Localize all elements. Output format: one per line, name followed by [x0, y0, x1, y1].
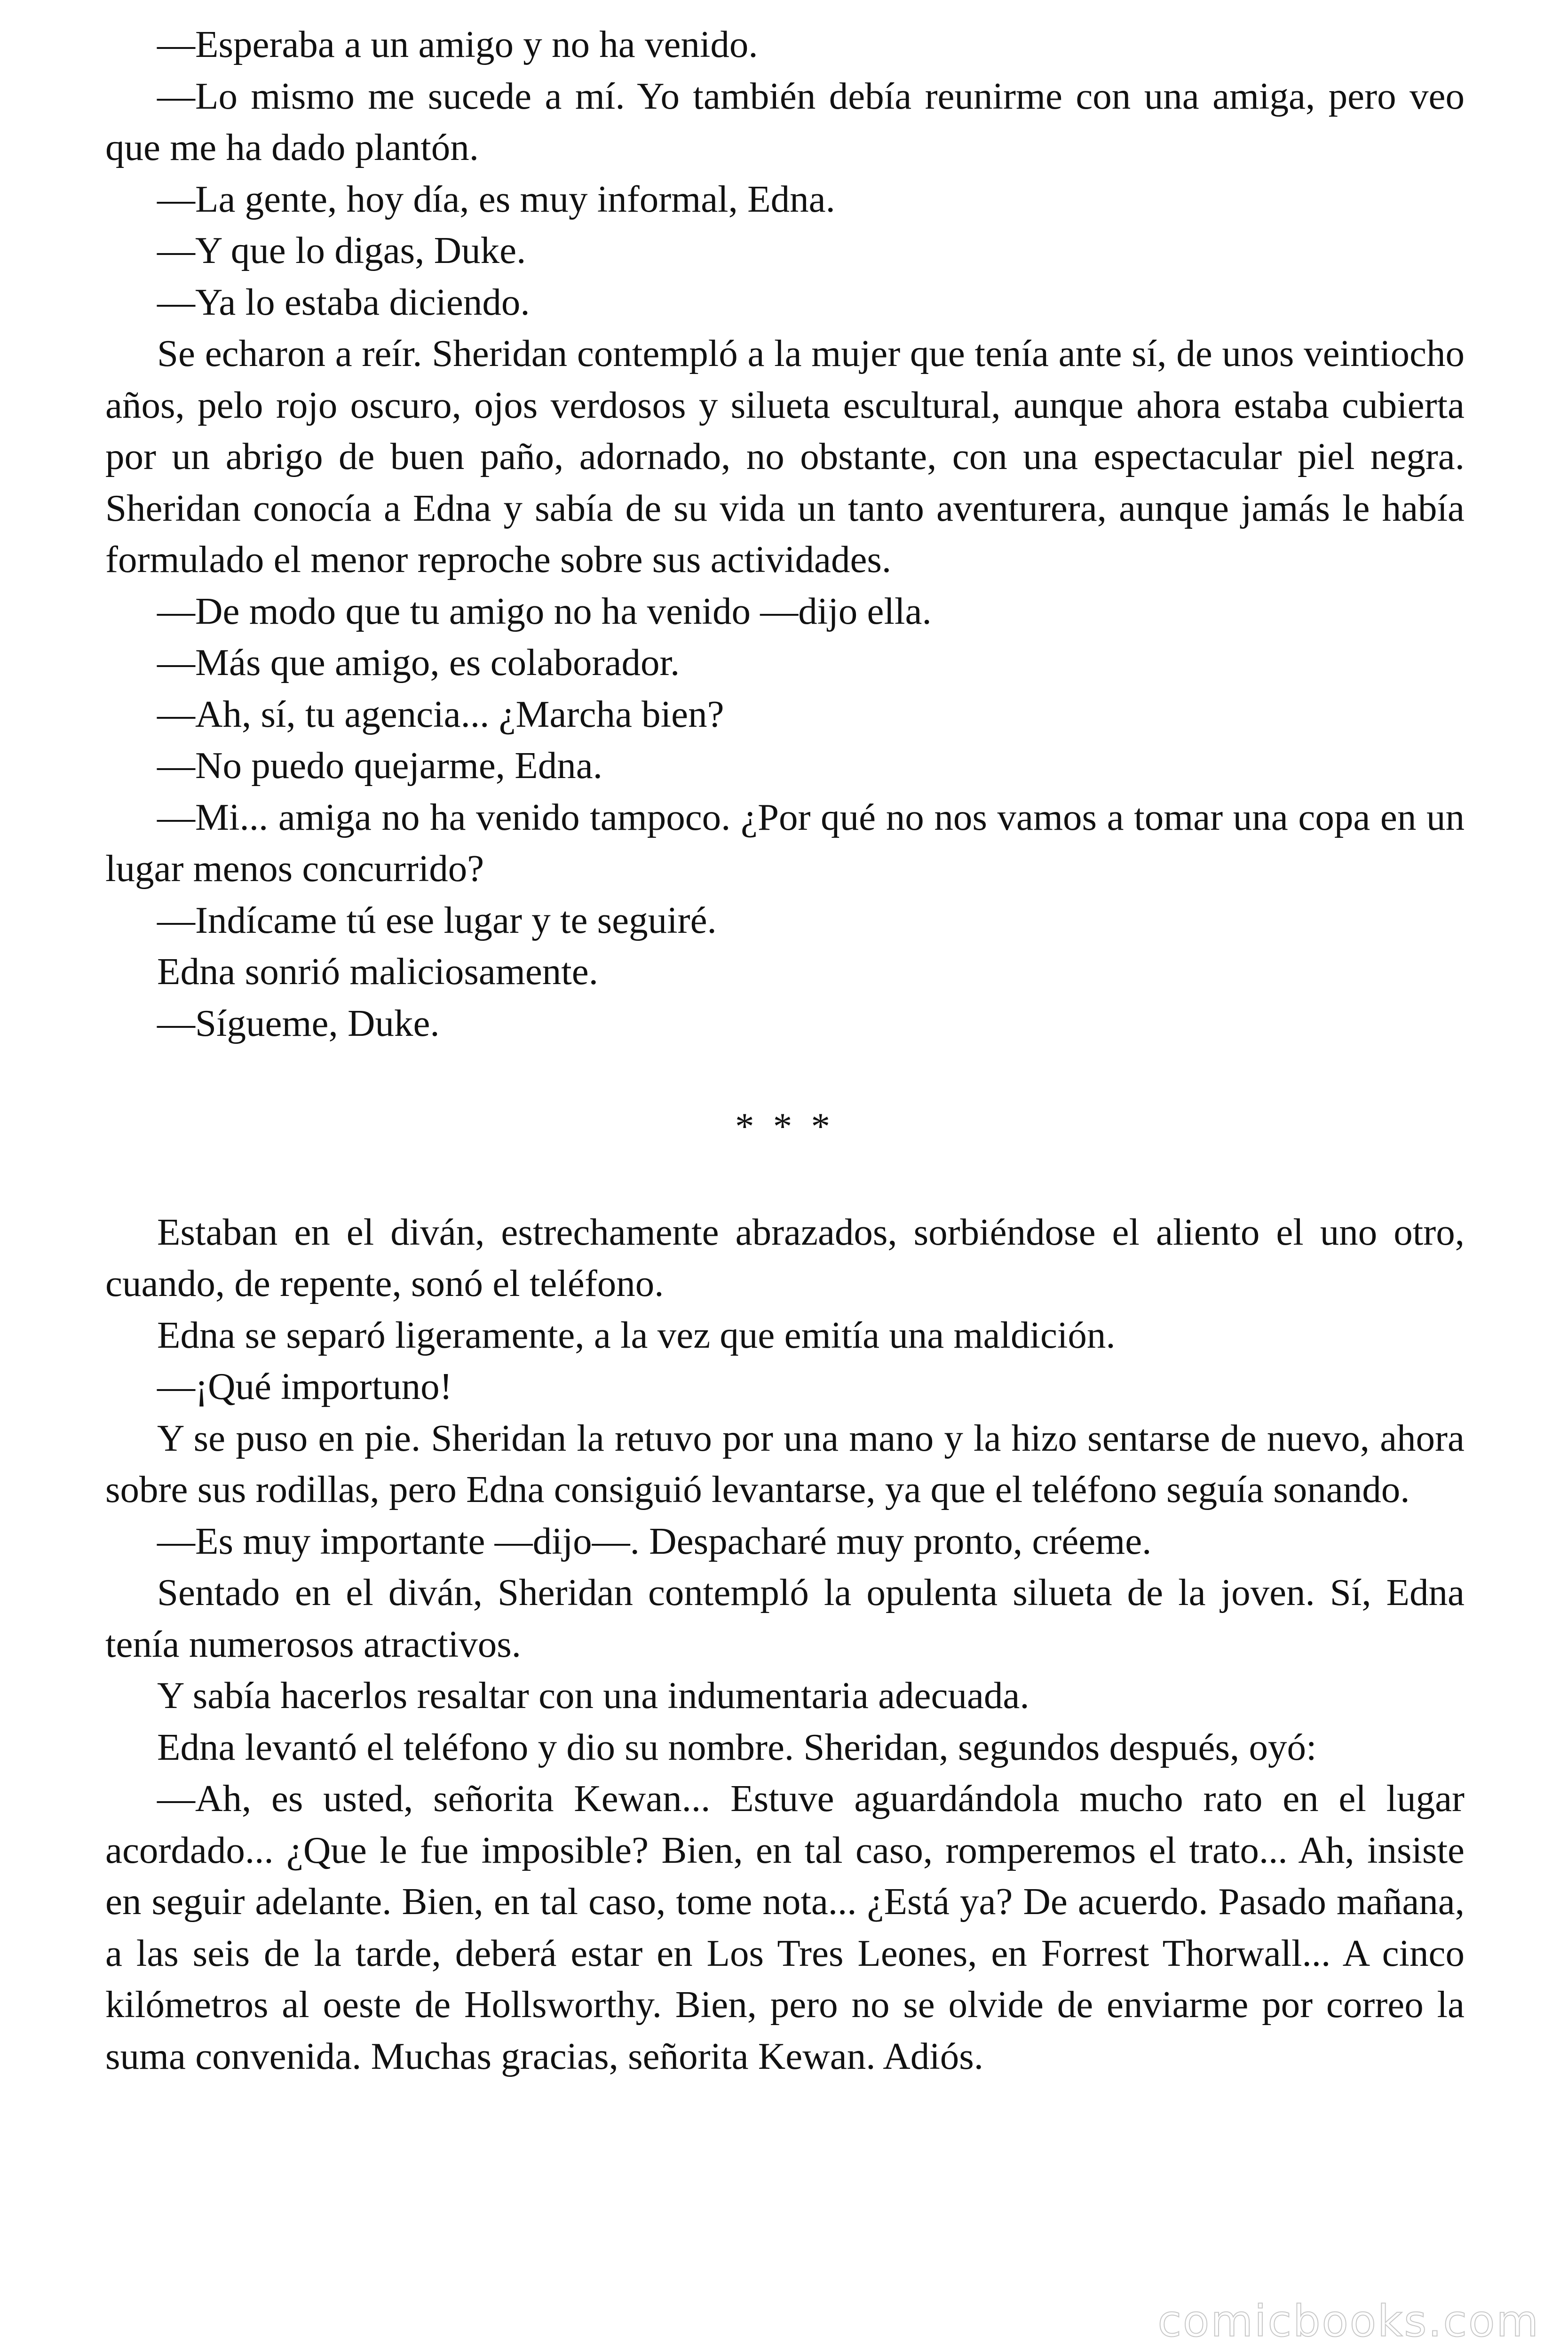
- paragraph: Y se puso en pie. Sheridan la retuvo por una mano y la hizo sentarse de nuevo, ahora sobre sus rodillas, pero Edna consiguió levantarse, ya que el teléfono seguía sonando.: [105, 1416, 1465, 1510]
- paragraph: —Más que amigo, es colaborador.: [157, 641, 680, 683]
- book-page: [105, 19, 1465, 2082]
- paragraph: Se echaron a reír. Sheridan contempló a la mujer que tenía ante sí, de unos veintiocho años, pelo rojo oscuro, ojos verdosos y silueta escultural, aunque ahora estaba cubierta por un abrigo de buen paño, adornado, no obstante, con una espectacular piel negra. Sheridan conocía a Edna y sabía de su vida un tanto aventurera, aunque jamás le había formulado el menor reproche sobre sus actividades.: [105, 332, 1465, 580]
- paragraph: —Lo mismo me sucede a mí. Yo también debía reunirme con una amiga, pero veo que me ha dado plantón.: [105, 74, 1465, 168]
- paragraph: —Ah, es usted, señorita Kewan... Estuve aguardándola mucho rato en el lugar acordado... ¿Que le fue imposible? Bien, en tal caso, romperemos el trato... Ah, insiste en seguir adelante. Bien, en tal caso, tome nota... ¿Está ya? De acuerdo. Pasado mañana, a las seis de la tarde, deberá estar en Los Tres Leones, en Forrest Thorwall... A cinco kilómetros al oeste de Hollsworthy. Bien, pero no se olvide de enviarme por correo la suma convenida. Muchas gracias, señorita Kewan. Adiós.: [105, 1777, 1465, 2077]
- paragraph: —Ah, sí, tu agencia... ¿Marcha bien?: [157, 692, 724, 735]
- paragraph: Estaban en el diván, estrechamente abrazados, sorbiéndose el aliento el uno otro, cuando, de repente, sonó el teléfono.: [105, 1210, 1465, 1304]
- paragraph: Edna levantó el teléfono y dio su nombre. Sheridan, segundos después, oyó:: [157, 1725, 1317, 1768]
- paragraph: —Y que lo digas, Duke.: [157, 229, 526, 271]
- paragraph: —Mi... amiga no ha venido tampoco. ¿Por qué no nos vamos a tomar una copa en un lugar menos concurrido?: [105, 795, 1465, 890]
- paragraph: —Esperaba a un amigo y no ha venido.: [157, 23, 758, 65]
- paragraph: —Indícame tú ese lugar y te seguiré.: [157, 898, 717, 941]
- scene-separator: * * *: [735, 1105, 835, 1147]
- paragraph: —Es muy importante —dijo—. Despacharé muy pronto, créeme.: [157, 1519, 1152, 1562]
- paragraph: Y sabía hacerlos resaltar con una indumentaria adecuada.: [157, 1674, 1029, 1716]
- paragraph: —No puedo quejarme, Edna.: [157, 744, 602, 787]
- paragraph: Sentado en el diván, Sheridan contempló la opulenta silueta de la joven. Sí, Edna tenía numerosos atractivos.: [105, 1571, 1465, 1665]
- paragraph: —Ya lo estaba diciendo.: [157, 280, 530, 323]
- paragraph: Edna se separó ligeramente, a la vez que emitía una maldición.: [157, 1313, 1116, 1356]
- paragraph: —¡Qué importuno!: [157, 1365, 452, 1407]
- paragraph: —La gente, hoy día, es muy informal, Edna.: [157, 177, 835, 220]
- paragraph: —De modo que tu amigo no ha venido —dijo ella.: [157, 589, 932, 632]
- watermark: comicbooks.com: [1157, 2296, 1540, 2346]
- paragraph: Edna sonrió maliciosamente.: [157, 950, 598, 993]
- paragraph: —Sígueme, Duke.: [157, 1001, 440, 1044]
